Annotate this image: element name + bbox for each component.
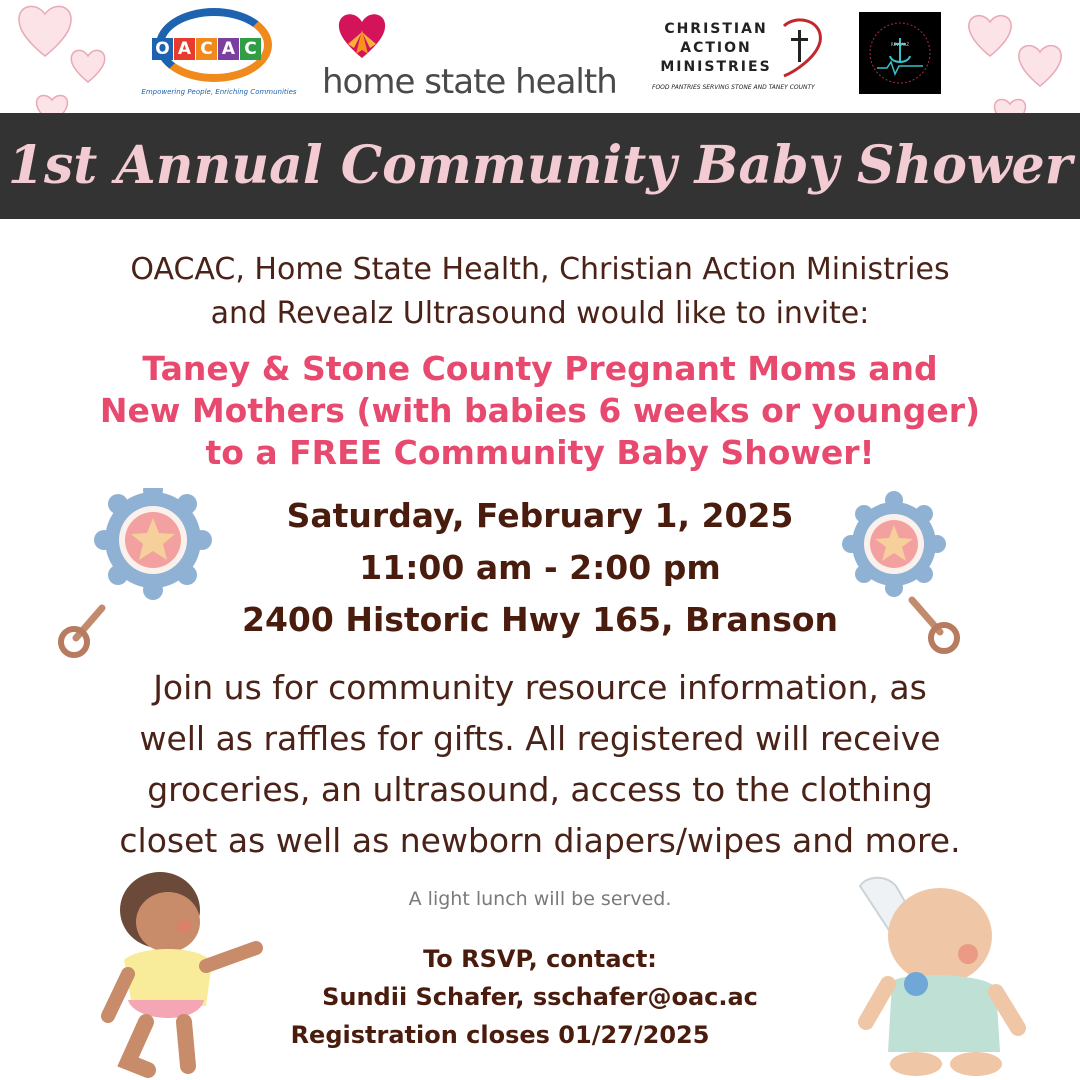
event-date: Saturday, February 1, 2025 xyxy=(286,496,794,535)
details-line: well as raffles for gifts. All registered will receive xyxy=(139,719,941,758)
cam-subtitle: FOOD PANTRIES SERVING STONE AND TANEY COUNTY xyxy=(652,84,815,91)
intro-line: OACAC, Home State Health, Christian Action Ministries xyxy=(130,252,950,287)
intro-line: and Revealz Ultrasound would like to invite: xyxy=(210,296,870,331)
cam-line: ACTION xyxy=(680,40,752,56)
event-details xyxy=(0,490,1080,646)
invitees-text xyxy=(0,348,1080,474)
heart-icon xyxy=(19,6,71,56)
invitees-line: Taney & Stone County Pregnant Moms and xyxy=(142,349,938,388)
details-line: closet as well as newborn diapers/wipes and more. xyxy=(119,821,961,860)
cam-line: CHRISTIAN xyxy=(664,21,768,37)
heart-icon xyxy=(71,50,104,82)
cross-heart-icon xyxy=(774,18,826,80)
rsvp-deadline: Registration closes 01/27/2025 xyxy=(290,1021,710,1049)
anchor-icon xyxy=(859,12,941,94)
invitees-line: to a FREE Community Baby Shower! xyxy=(205,433,875,472)
cam-line: MINISTRIES xyxy=(660,59,772,75)
oacac-letter: A xyxy=(174,38,195,60)
event-time: 11:00 am - 2:00 pm xyxy=(359,548,721,587)
intro-text xyxy=(0,248,1080,336)
christian-action-ministries-logo xyxy=(652,18,828,98)
details-text xyxy=(0,662,1080,866)
crawling-baby-illustration xyxy=(88,866,268,1078)
details-line: groceries, an ultrasound, access to the clothing xyxy=(147,770,933,809)
heart-burst-icon xyxy=(334,10,390,60)
title-banner xyxy=(0,113,1080,219)
oacac-tagline: Empowering People, Enriching Communities xyxy=(141,88,297,96)
home-state-health-logo xyxy=(322,10,618,102)
rsvp-heading: To RSVP, contact: xyxy=(423,945,657,973)
event-address: 2400 Historic Hwy 165, Branson xyxy=(242,600,838,639)
revealz-name: REVEALZ xyxy=(890,42,910,47)
revealz-ultrasound-logo xyxy=(859,12,941,94)
heart-icon xyxy=(969,16,1011,56)
page-title: 1st Annual Community Baby Shower xyxy=(7,135,1073,196)
rsvp-contact: Sundii Schafer, sschafer@oac.ac xyxy=(322,983,758,1011)
details-line: Join us for community resource information, as xyxy=(153,668,927,707)
oacac-letter: O xyxy=(152,38,173,60)
oacac-logo xyxy=(141,8,297,100)
lunch-note: A light lunch will be served. xyxy=(408,888,672,910)
heart-icon xyxy=(1019,46,1061,86)
oacac-letter: C xyxy=(196,38,217,60)
oacac-letter: C xyxy=(240,38,261,60)
baby-with-bottle-illustration xyxy=(836,872,1026,1078)
oacac-letter: A xyxy=(218,38,239,60)
home-state-health-name: home state health xyxy=(322,62,617,102)
invitees-line: New Mothers (with babies 6 weeks or younger) xyxy=(99,391,981,430)
